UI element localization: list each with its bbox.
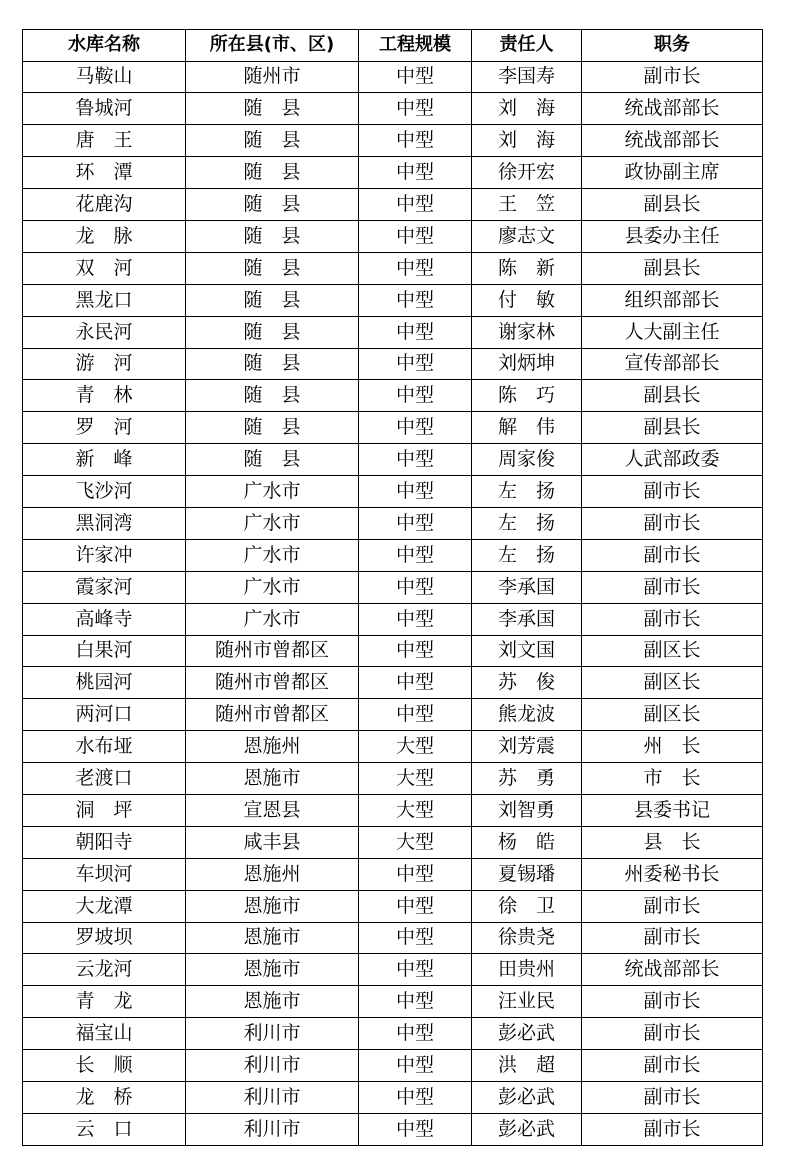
position-cell: 副县长 bbox=[582, 412, 763, 444]
scale-cell: 中型 bbox=[359, 61, 472, 93]
responsible-person-cell: 刘 海 bbox=[472, 125, 582, 157]
reservoir-name-cell: 青 林 bbox=[23, 380, 186, 412]
header-project-scale: 工程规模 bbox=[359, 30, 472, 62]
reservoir-name-cell: 洞 坪 bbox=[23, 794, 186, 826]
responsible-person-cell: 汪业民 bbox=[472, 986, 582, 1018]
responsible-person-cell: 彭必武 bbox=[472, 1018, 582, 1050]
county-cell: 广水市 bbox=[186, 571, 359, 603]
responsible-person-cell: 解 伟 bbox=[472, 412, 582, 444]
scale-cell: 大型 bbox=[359, 731, 472, 763]
reservoir-name-cell: 水布垭 bbox=[23, 731, 186, 763]
position-cell: 副市长 bbox=[582, 890, 763, 922]
position-cell: 副县长 bbox=[582, 252, 763, 284]
reservoir-name-cell: 花鹿沟 bbox=[23, 189, 186, 221]
table-row bbox=[23, 157, 763, 189]
scale-cell: 中型 bbox=[359, 284, 472, 316]
scale-cell: 中型 bbox=[359, 922, 472, 954]
reservoir-name-cell: 鲁城河 bbox=[23, 93, 186, 125]
scale-cell: 中型 bbox=[359, 507, 472, 539]
county-cell: 随 县 bbox=[186, 316, 359, 348]
table-row bbox=[23, 699, 763, 731]
scale-cell: 中型 bbox=[359, 444, 472, 476]
reservoir-name-cell: 环 潭 bbox=[23, 157, 186, 189]
table-row bbox=[23, 220, 763, 252]
table-row bbox=[23, 1018, 763, 1050]
scale-cell: 中型 bbox=[359, 125, 472, 157]
county-cell: 随 县 bbox=[186, 93, 359, 125]
reservoir-name-cell: 许家冲 bbox=[23, 539, 186, 571]
county-cell: 利川市 bbox=[186, 1050, 359, 1082]
responsible-person-cell: 刘 海 bbox=[472, 93, 582, 125]
responsible-person-cell: 廖志文 bbox=[472, 220, 582, 252]
responsible-person-cell: 苏 俊 bbox=[472, 667, 582, 699]
reservoir-name-cell: 朝阳寺 bbox=[23, 826, 186, 858]
position-cell: 副县长 bbox=[582, 189, 763, 221]
table-row bbox=[23, 826, 763, 858]
table-row bbox=[23, 348, 763, 380]
reservoir-name-cell: 车坝河 bbox=[23, 858, 186, 890]
position-cell: 副市长 bbox=[582, 1082, 763, 1114]
table-row bbox=[23, 93, 763, 125]
county-cell: 随 县 bbox=[186, 157, 359, 189]
responsible-person-cell: 李承国 bbox=[472, 603, 582, 635]
county-cell: 随州市曾都区 bbox=[186, 667, 359, 699]
table-row bbox=[23, 412, 763, 444]
reservoir-name-cell: 唐 王 bbox=[23, 125, 186, 157]
table-row bbox=[23, 1050, 763, 1082]
scale-cell: 中型 bbox=[359, 603, 472, 635]
scale-cell: 中型 bbox=[359, 858, 472, 890]
responsible-person-cell: 王 笠 bbox=[472, 189, 582, 221]
position-cell: 州 长 bbox=[582, 731, 763, 763]
county-cell: 恩施市 bbox=[186, 954, 359, 986]
table-row bbox=[23, 794, 763, 826]
responsible-person-cell: 周家俊 bbox=[472, 444, 582, 476]
county-cell: 恩施市 bbox=[186, 763, 359, 795]
table-row bbox=[23, 635, 763, 667]
table-row bbox=[23, 1082, 763, 1114]
responsible-person-cell: 夏锡璠 bbox=[472, 858, 582, 890]
county-cell: 恩施州 bbox=[186, 858, 359, 890]
table-row bbox=[23, 571, 763, 603]
responsible-person-cell: 彭必武 bbox=[472, 1082, 582, 1114]
county-cell: 宣恩县 bbox=[186, 794, 359, 826]
scale-cell: 中型 bbox=[359, 667, 472, 699]
position-cell: 统战部部长 bbox=[582, 125, 763, 157]
responsible-person-cell: 谢家林 bbox=[472, 316, 582, 348]
reservoir-name-cell: 罗 河 bbox=[23, 412, 186, 444]
reservoir-name-cell: 云 口 bbox=[23, 1113, 186, 1145]
scale-cell: 中型 bbox=[359, 220, 472, 252]
table-row bbox=[23, 252, 763, 284]
reservoir-name-cell: 云龙河 bbox=[23, 954, 186, 986]
county-cell: 随州市 bbox=[186, 61, 359, 93]
table-row bbox=[23, 922, 763, 954]
reservoir-name-cell: 黑龙口 bbox=[23, 284, 186, 316]
table-row bbox=[23, 189, 763, 221]
scale-cell: 中型 bbox=[359, 1018, 472, 1050]
position-cell: 县委书记 bbox=[582, 794, 763, 826]
position-cell: 副市长 bbox=[582, 603, 763, 635]
scale-cell: 中型 bbox=[359, 635, 472, 667]
scale-cell: 中型 bbox=[359, 1050, 472, 1082]
scale-cell: 中型 bbox=[359, 412, 472, 444]
reservoir-name-cell: 两河口 bbox=[23, 699, 186, 731]
table-row bbox=[23, 763, 763, 795]
reservoir-name-cell: 龙 脉 bbox=[23, 220, 186, 252]
scale-cell: 中型 bbox=[359, 699, 472, 731]
position-cell: 统战部部长 bbox=[582, 954, 763, 986]
reservoir-name-cell: 高峰寺 bbox=[23, 603, 186, 635]
header-reservoir-name: 水库名称 bbox=[23, 30, 186, 62]
scale-cell: 中型 bbox=[359, 189, 472, 221]
position-cell: 市 长 bbox=[582, 763, 763, 795]
position-cell: 副市长 bbox=[582, 986, 763, 1018]
county-cell: 利川市 bbox=[186, 1113, 359, 1145]
scale-cell: 中型 bbox=[359, 93, 472, 125]
table-row bbox=[23, 603, 763, 635]
responsible-person-cell: 苏 勇 bbox=[472, 763, 582, 795]
county-cell: 广水市 bbox=[186, 476, 359, 508]
position-cell: 副县长 bbox=[582, 380, 763, 412]
reservoir-name-cell: 双 河 bbox=[23, 252, 186, 284]
responsible-person-cell: 左 扬 bbox=[472, 539, 582, 571]
county-cell: 利川市 bbox=[186, 1018, 359, 1050]
position-cell: 副市长 bbox=[582, 1113, 763, 1145]
county-cell: 随州市曾都区 bbox=[186, 635, 359, 667]
position-cell: 副区长 bbox=[582, 667, 763, 699]
county-cell: 恩施市 bbox=[186, 922, 359, 954]
header-row bbox=[23, 30, 763, 62]
table-row bbox=[23, 858, 763, 890]
table-row bbox=[23, 284, 763, 316]
table-row bbox=[23, 890, 763, 922]
responsible-person-cell: 彭必武 bbox=[472, 1113, 582, 1145]
county-cell: 随 县 bbox=[186, 252, 359, 284]
responsible-person-cell: 徐贵尧 bbox=[472, 922, 582, 954]
responsible-person-cell: 陈 巧 bbox=[472, 380, 582, 412]
position-cell: 统战部部长 bbox=[582, 93, 763, 125]
table-row bbox=[23, 539, 763, 571]
position-cell: 政协副主席 bbox=[582, 157, 763, 189]
header-responsible-person: 责任人 bbox=[472, 30, 582, 62]
reservoir-name-cell: 罗坡坝 bbox=[23, 922, 186, 954]
position-cell: 副市长 bbox=[582, 1018, 763, 1050]
responsible-person-cell: 杨 皓 bbox=[472, 826, 582, 858]
table-row bbox=[23, 316, 763, 348]
position-cell: 副市长 bbox=[582, 571, 763, 603]
position-cell: 副市长 bbox=[582, 476, 763, 508]
scale-cell: 中型 bbox=[359, 890, 472, 922]
table-row bbox=[23, 380, 763, 412]
county-cell: 广水市 bbox=[186, 603, 359, 635]
scale-cell: 大型 bbox=[359, 794, 472, 826]
scale-cell: 中型 bbox=[359, 380, 472, 412]
position-cell: 副市长 bbox=[582, 1050, 763, 1082]
responsible-person-cell: 田贵州 bbox=[472, 954, 582, 986]
table-row bbox=[23, 125, 763, 157]
reservoir-name-cell: 飞沙河 bbox=[23, 476, 186, 508]
position-cell: 县 长 bbox=[582, 826, 763, 858]
county-cell: 广水市 bbox=[186, 539, 359, 571]
scale-cell: 中型 bbox=[359, 316, 472, 348]
reservoir-name-cell: 龙 桥 bbox=[23, 1082, 186, 1114]
county-cell: 咸丰县 bbox=[186, 826, 359, 858]
reservoir-name-cell: 白果河 bbox=[23, 635, 186, 667]
table-row bbox=[23, 954, 763, 986]
responsible-person-cell: 徐 卫 bbox=[472, 890, 582, 922]
position-cell: 州委秘书长 bbox=[582, 858, 763, 890]
scale-cell: 大型 bbox=[359, 826, 472, 858]
county-cell: 随 县 bbox=[186, 444, 359, 476]
responsible-person-cell: 陈 新 bbox=[472, 252, 582, 284]
position-cell: 副市长 bbox=[582, 539, 763, 571]
position-cell: 宣传部部长 bbox=[582, 348, 763, 380]
position-cell: 人武部政委 bbox=[582, 444, 763, 476]
county-cell: 随州市曾都区 bbox=[186, 699, 359, 731]
position-cell: 人大副主任 bbox=[582, 316, 763, 348]
responsible-person-cell: 李承国 bbox=[472, 571, 582, 603]
responsible-person-cell: 熊龙波 bbox=[472, 699, 582, 731]
scale-cell: 中型 bbox=[359, 986, 472, 1018]
header-county: 所在县(市、区) bbox=[186, 30, 359, 62]
county-cell: 广水市 bbox=[186, 507, 359, 539]
reservoir-name-cell: 青 龙 bbox=[23, 986, 186, 1018]
county-cell: 随 县 bbox=[186, 412, 359, 444]
county-cell: 恩施州 bbox=[186, 731, 359, 763]
reservoir-name-cell: 马鞍山 bbox=[23, 61, 186, 93]
scale-cell: 中型 bbox=[359, 539, 472, 571]
responsible-person-cell: 刘炳坤 bbox=[472, 348, 582, 380]
county-cell: 随 县 bbox=[186, 348, 359, 380]
header-position: 职务 bbox=[582, 30, 763, 62]
responsible-person-cell: 李国寿 bbox=[472, 61, 582, 93]
table-row bbox=[23, 476, 763, 508]
reservoir-name-cell: 桃园河 bbox=[23, 667, 186, 699]
table-row bbox=[23, 731, 763, 763]
scale-cell: 中型 bbox=[359, 571, 472, 603]
county-cell: 恩施市 bbox=[186, 890, 359, 922]
table-row bbox=[23, 444, 763, 476]
position-cell: 组织部部长 bbox=[582, 284, 763, 316]
table-row bbox=[23, 667, 763, 699]
scale-cell: 中型 bbox=[359, 252, 472, 284]
responsible-person-cell: 刘文国 bbox=[472, 635, 582, 667]
reservoir-name-cell: 福宝山 bbox=[23, 1018, 186, 1050]
scale-cell: 中型 bbox=[359, 954, 472, 986]
scale-cell: 大型 bbox=[359, 763, 472, 795]
table-row bbox=[23, 1113, 763, 1145]
reservoir-name-cell: 长 顺 bbox=[23, 1050, 186, 1082]
reservoir-name-cell: 游 河 bbox=[23, 348, 186, 380]
reservoir-name-cell: 霞家河 bbox=[23, 571, 186, 603]
scale-cell: 中型 bbox=[359, 1082, 472, 1114]
responsible-person-cell: 左 扬 bbox=[472, 476, 582, 508]
county-cell: 恩施市 bbox=[186, 986, 359, 1018]
county-cell: 随 县 bbox=[186, 125, 359, 157]
county-cell: 随 县 bbox=[186, 284, 359, 316]
position-cell: 县委办主任 bbox=[582, 220, 763, 252]
scale-cell: 中型 bbox=[359, 348, 472, 380]
scale-cell: 中型 bbox=[359, 1113, 472, 1145]
position-cell: 副市长 bbox=[582, 922, 763, 954]
position-cell: 副市长 bbox=[582, 61, 763, 93]
reservoir-responsibility-table bbox=[22, 29, 763, 1146]
county-cell: 随 县 bbox=[186, 189, 359, 221]
position-cell: 副市长 bbox=[582, 507, 763, 539]
responsible-person-cell: 洪 超 bbox=[472, 1050, 582, 1082]
reservoir-name-cell: 大龙潭 bbox=[23, 890, 186, 922]
reservoir-name-cell: 永民河 bbox=[23, 316, 186, 348]
responsible-person-cell: 刘智勇 bbox=[472, 794, 582, 826]
responsible-person-cell: 左 扬 bbox=[472, 507, 582, 539]
responsible-person-cell: 付 敏 bbox=[472, 284, 582, 316]
reservoir-name-cell: 黑洞湾 bbox=[23, 507, 186, 539]
table-body bbox=[23, 61, 763, 1145]
position-cell: 副区长 bbox=[582, 699, 763, 731]
county-cell: 利川市 bbox=[186, 1082, 359, 1114]
table-row bbox=[23, 61, 763, 93]
scale-cell: 中型 bbox=[359, 157, 472, 189]
scale-cell: 中型 bbox=[359, 476, 472, 508]
table-row bbox=[23, 507, 763, 539]
responsible-person-cell: 徐开宏 bbox=[472, 157, 582, 189]
reservoir-name-cell: 新 峰 bbox=[23, 444, 186, 476]
table-row bbox=[23, 986, 763, 1018]
position-cell: 副区长 bbox=[582, 635, 763, 667]
reservoir-name-cell: 老渡口 bbox=[23, 763, 186, 795]
county-cell: 随 县 bbox=[186, 220, 359, 252]
responsible-person-cell: 刘芳震 bbox=[472, 731, 582, 763]
county-cell: 随 县 bbox=[186, 380, 359, 412]
